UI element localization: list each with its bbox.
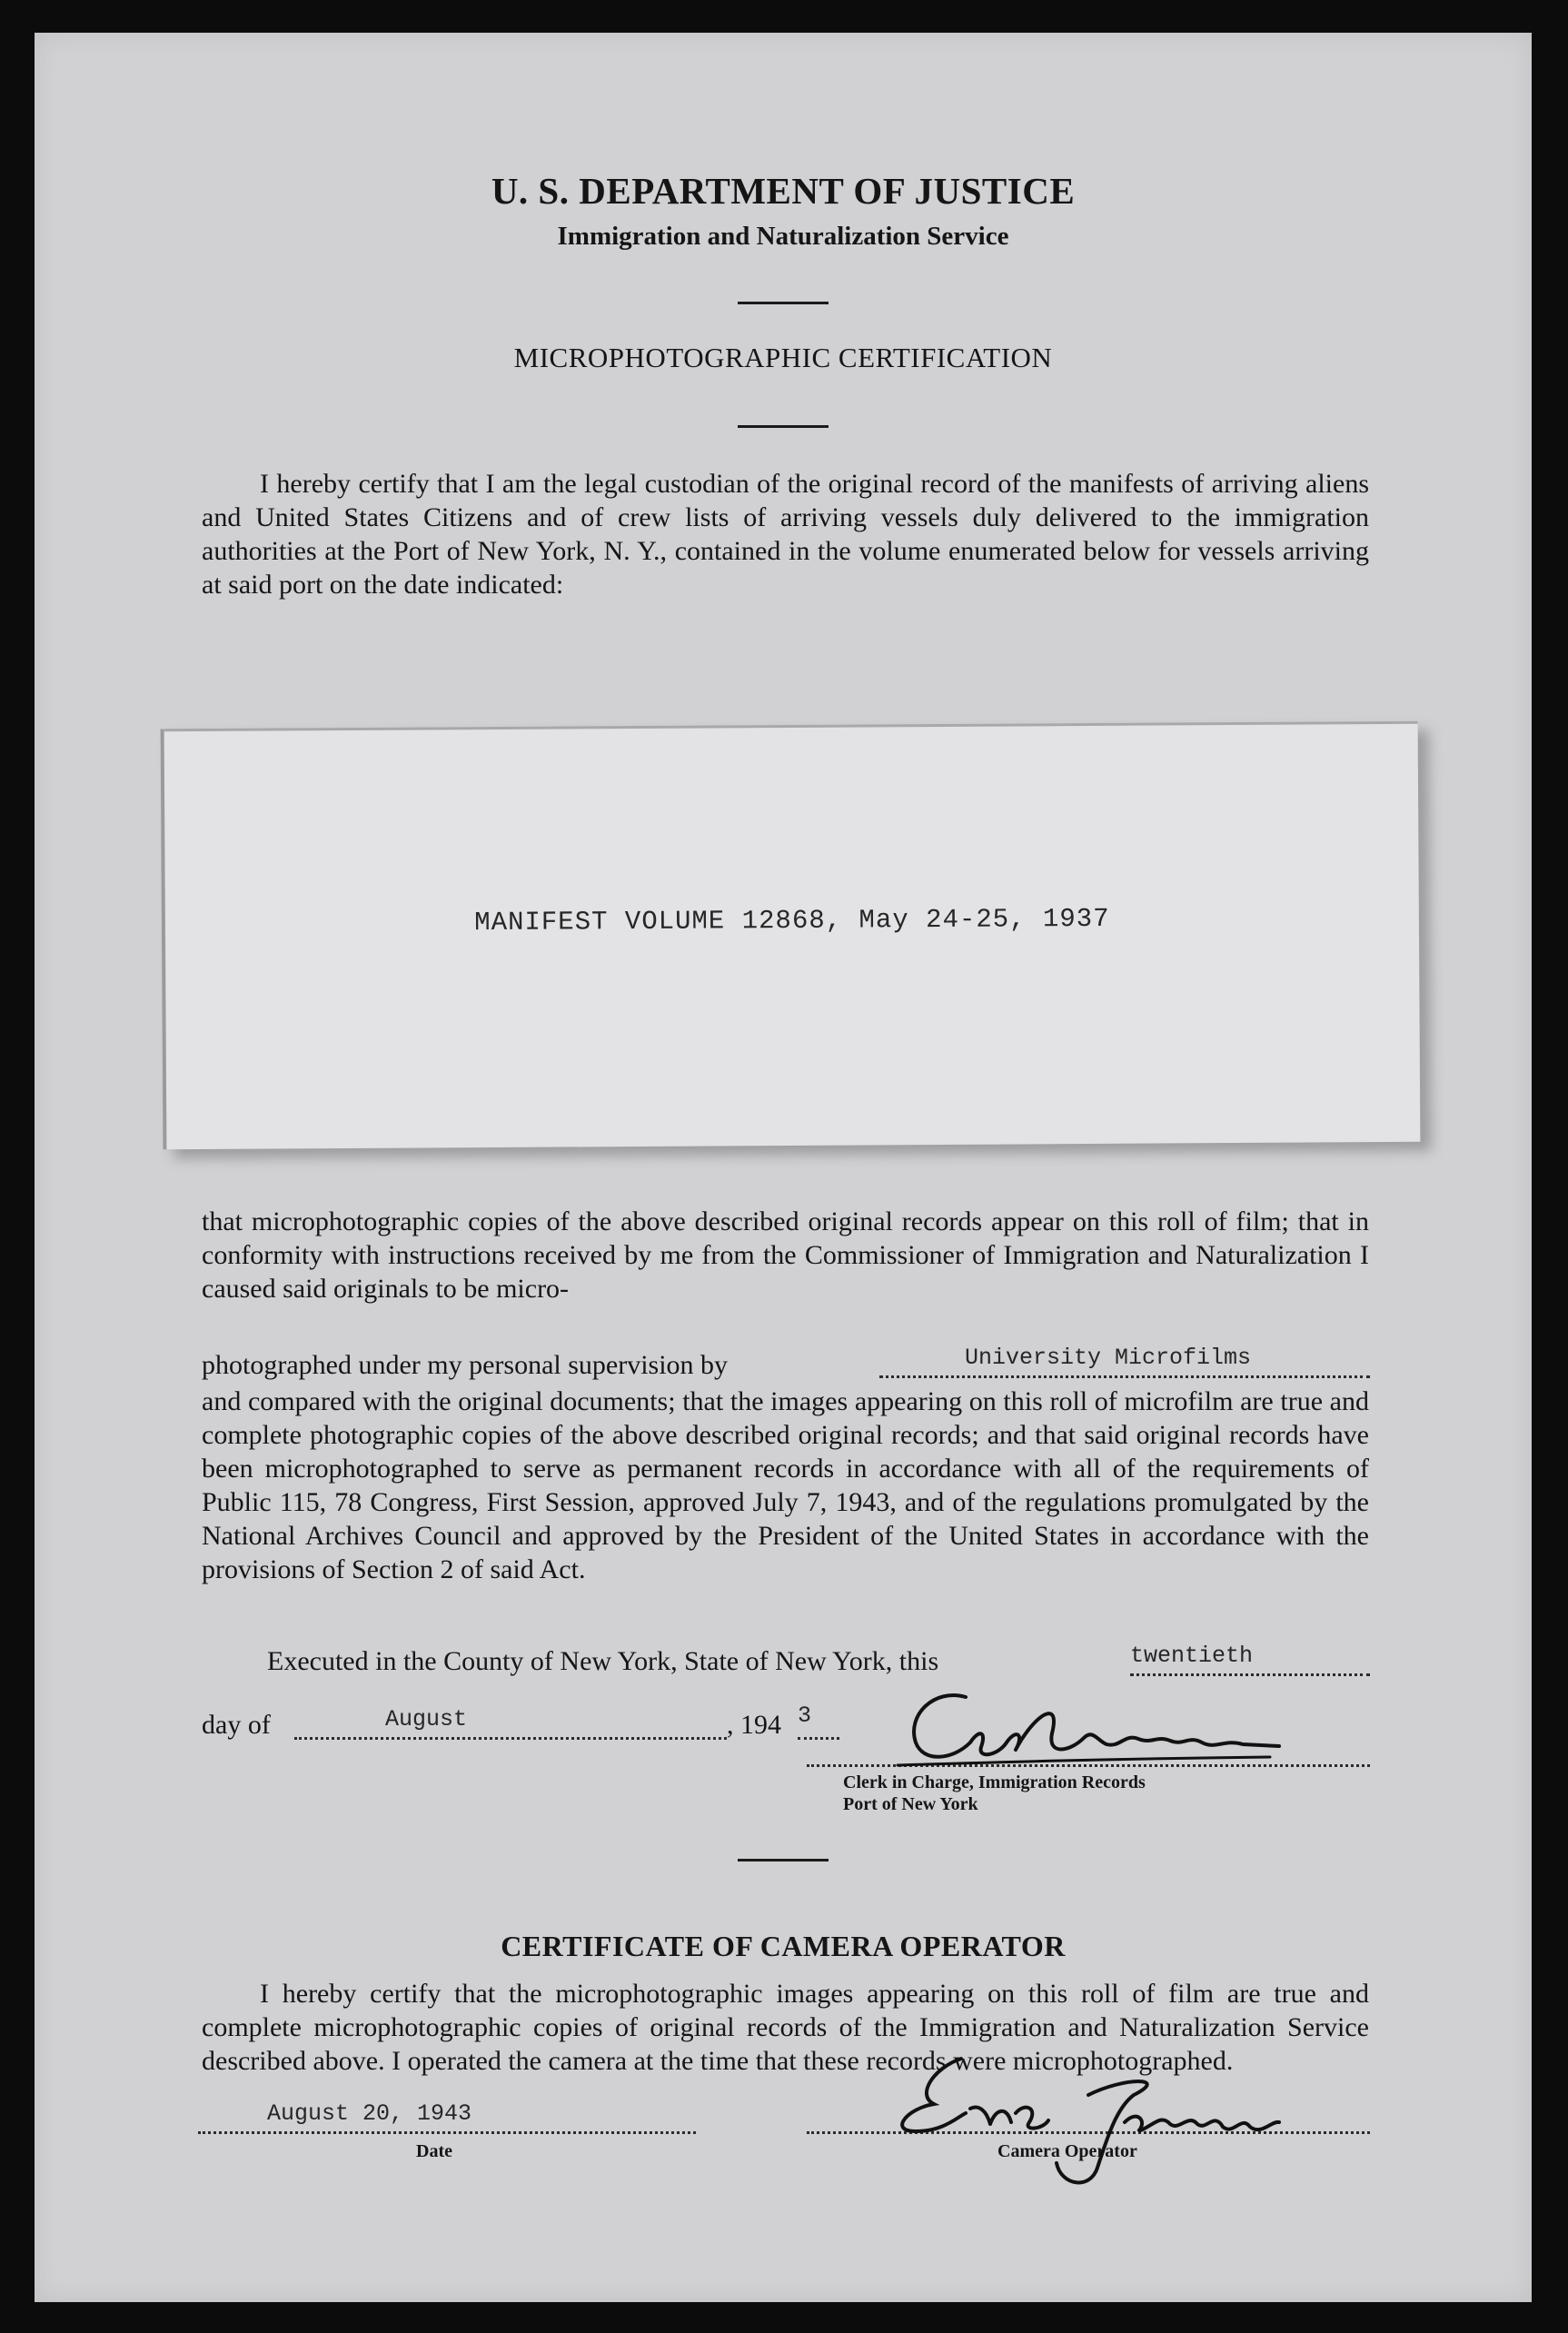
body-paragraph-part2: and compared with the original documents; that the images appearing on this roll of microfilm are true and complete photographic copies of the above described original records; and that said original records have been microphotographed to serve as permanent records in accordance with all of the requirements of Public 115, 78 Congress, First Session, approved July 7, 1943, and of the regulations promulgated by the National Archives Council and approved by the President of the United States in accordance with the provisions of Section 2 of said Act. (202, 1386, 1369, 1584)
clerk-caption-line1: Clerk in Charge, Immigration Records (843, 1772, 1146, 1792)
supervision-prefix: photographed under my personal supervision by (202, 1350, 729, 1380)
intro-text: I hereby certify that I am the legal custodian of the original record of the manifests of arriving aliens and United States Citizens and of crew lists of arriving vessels duly delivered to the immigration authorities at the Port of New York, N. Y., contained in the volume enumerated below for vessels arriving at said port on the date indicated: (202, 469, 1369, 600)
clerk-caption (843, 1772, 1146, 1815)
month-dotted-line (294, 1737, 727, 1740)
heading-divider (738, 425, 829, 428)
month-value: August (385, 1706, 468, 1732)
department-title: U. S. DEPARTMENT OF JUSTICE (491, 170, 1076, 212)
year-prefix: , 194 (727, 1710, 781, 1740)
operator-signature (879, 2040, 1306, 2195)
manifest-volume-text: MANIFEST VOLUME 12868, May 24-25, 1937 (474, 903, 1110, 938)
section-divider (738, 1859, 829, 1861)
day-dotted-line (1130, 1673, 1370, 1676)
operator-date-value: August 20, 1943 (267, 2100, 472, 2127)
execution-prefix: Executed in the County of New York, State of New York, this (267, 1646, 939, 1676)
operator-text: I hereby certify that the microphotographic images appearing on this roll of film are true and complete microphotographic copies of original records of the Immigration and Naturalization Service described above. I operated the camera at the time that these records were microphotographed. (202, 1979, 1369, 2076)
certification-heading: MICROPHOTOGRAPHIC CERTIFICATION (513, 342, 1053, 373)
operator-heading: CERTIFICATE OF CAMERA OPERATOR (501, 1930, 1066, 1962)
manifest-volume-card (161, 721, 1421, 1149)
service-subtitle: Immigration and Naturalization Service (557, 222, 1009, 251)
clerk-caption-line2: Port of New York (843, 1794, 978, 1814)
day-of-label: day of (202, 1710, 271, 1740)
date-dotted-line (198, 2131, 696, 2134)
year-digit: 3 (798, 1703, 812, 1729)
operator-caption: Camera Operator (997, 2141, 1137, 2161)
day-value: twentieth (1130, 1643, 1254, 1669)
supervisor-value: University Microfilms (965, 1345, 1252, 1371)
clerk-signature (879, 1679, 1306, 1779)
date-caption: Date (416, 2141, 452, 2161)
supervisor-dotted-line (879, 1375, 1370, 1378)
intro-paragraph (202, 467, 1369, 601)
body-paragraph-part1: that microphotographic copies of the above described original records appear on this roll of film; that in conformity with instructions received by me from the Commissioner of Immigration and Naturalization I caused said originals to be micro- (202, 1206, 1369, 1304)
year-dotted-line (798, 1737, 839, 1740)
document-page (35, 33, 1532, 2302)
title-divider (738, 302, 829, 304)
